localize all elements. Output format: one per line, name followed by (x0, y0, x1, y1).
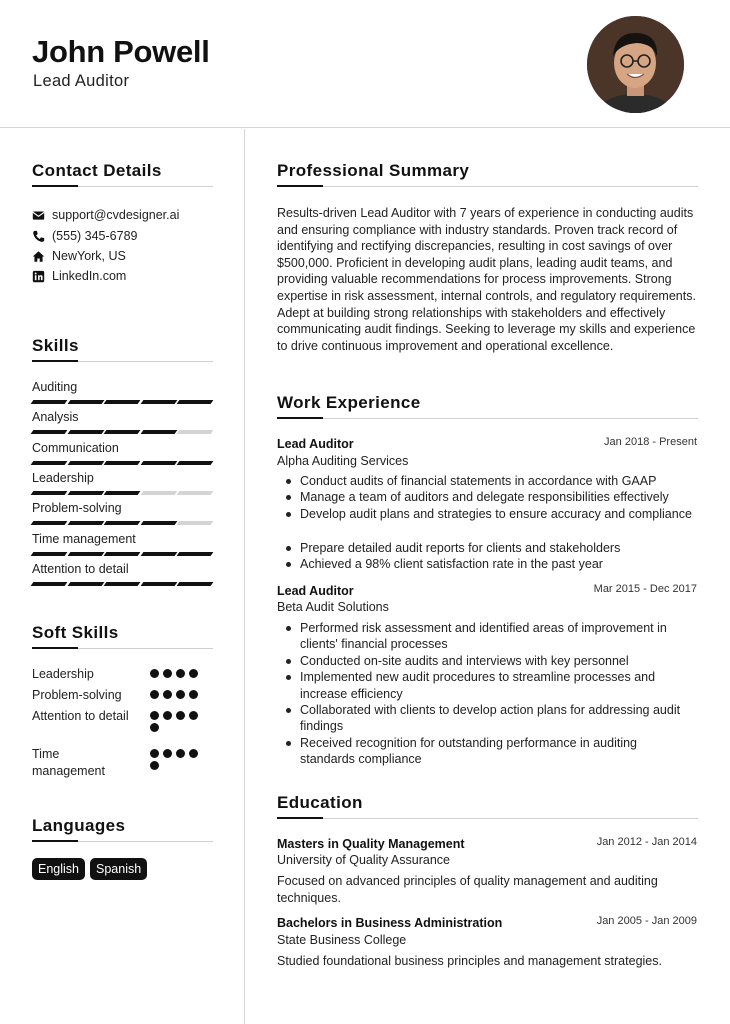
edu-degree: Masters in Quality Management (277, 837, 465, 851)
job-bullet: Achieved a 98% client satisfaction rate in the past year (300, 556, 700, 572)
job-role: Lead Auditor (277, 437, 354, 451)
soft-skill-name: Attention to detail (32, 709, 129, 723)
linkedin-icon (32, 270, 45, 283)
skill-name: Auditing (32, 380, 78, 394)
skill-level-segment (140, 400, 176, 404)
rating-dot (163, 669, 172, 678)
soft-skill-rating (150, 669, 200, 678)
contact-email[interactable] (32, 208, 179, 222)
job-bullet: Conduct audits of financial statements in accordance with GAAP (300, 473, 700, 489)
skill-level-segment (140, 582, 176, 586)
job-dates: Jan 2018 - Present (604, 436, 697, 448)
soft-skill-name: Leadership (32, 667, 94, 681)
rating-dot (189, 711, 198, 720)
edu-degree: Bachelors in Business Administration (277, 916, 503, 930)
skills-section-rule (32, 361, 213, 362)
contact-location (32, 249, 126, 263)
skill-level-segment (67, 400, 103, 404)
edu-dates: Jan 2005 - Jan 2009 (596, 915, 697, 927)
skill-level-segment (67, 430, 103, 434)
job-bullet: Collaborated with clients to develop action plans for addressing audit findings (300, 702, 690, 735)
home-icon (32, 250, 45, 263)
soft-skill-rating (150, 749, 200, 770)
job-role: Lead Auditor (277, 584, 354, 598)
skill-level-segment (31, 582, 67, 586)
candidate-title: Lead Auditor (33, 72, 130, 90)
skill-level-segment (67, 521, 103, 525)
job-dates: Mar 2015 - Dec 2017 (593, 583, 697, 595)
job-bullet: Develop audit plans and strategies to ensure accuracy and compliance (300, 506, 700, 522)
rating-dot (189, 669, 198, 678)
experience-section-title: Work Experience (277, 393, 421, 412)
soft-skills-section-rule (32, 648, 213, 649)
soft-skill-name: Problem-solving (32, 688, 122, 702)
edu-school: University of Quality Assurance (277, 853, 450, 867)
rating-dot (176, 711, 185, 720)
column-divider (244, 129, 245, 1024)
skill-level-segment (177, 582, 213, 586)
contact-phone-text: (555) 345-6789 (52, 229, 138, 243)
job-bullets (300, 620, 690, 768)
language-badge: Spanish (90, 858, 147, 880)
skill-level-segment (140, 491, 176, 495)
skill-level-segment (177, 461, 213, 465)
contact-section-rule (32, 186, 213, 187)
contact-linkedin[interactable] (32, 269, 126, 283)
skill-level-segment (67, 582, 103, 586)
skill-level-segment (67, 461, 103, 465)
skill-level-segment (104, 552, 140, 556)
skill-level-bar (32, 430, 212, 434)
candidate-name: John Powell (32, 34, 210, 69)
job-bullets (300, 540, 700, 573)
rating-dot (176, 749, 185, 758)
skills-section-title: Skills (32, 336, 79, 355)
edu-description: Focused on advanced principles of quality management and auditing techniques. (277, 874, 658, 905)
rating-dot (150, 749, 159, 758)
skill-level-segment (31, 491, 67, 495)
contact-linkedin-text: LinkedIn.com (52, 269, 127, 283)
rating-dot (176, 669, 185, 678)
skill-level-segment (177, 491, 213, 495)
experience-section-rule (277, 418, 698, 419)
skill-level-segment (140, 430, 176, 434)
summary-section-rule (277, 186, 698, 187)
skill-level-bar (32, 461, 212, 465)
skill-name: Analysis (32, 410, 79, 425)
skill-level-segment (177, 430, 213, 434)
skill-level-segment (31, 552, 67, 556)
soft-skill-name: Time management (32, 747, 105, 778)
edu-description: Studied foundational business principles and management strategies. (277, 954, 662, 968)
job-bullet: Conducted on-site audits and interviews with key personnel (300, 653, 690, 669)
job-bullet: Manage a team of auditors and delegate responsibilities effectively (300, 489, 700, 505)
summary-text: Results-driven Lead Auditor with 7 years of experience in conducting audits and ensuring compliance with industry standards. Proven track record of identifying and rectifying discrepancies, resulting in cost savings of over $500,000. Proficient in developing audit plans, leading audit teams, and providing valuable recommendations for process improvements. Strong expertise in risk assessment, internal controls, and regulatory requirements. Adept at building strong relationships with stakeholders and effectively communicating audit findings. Seeking to leverage my skills and experience to drive continuous improvement and operational excellence. (277, 206, 696, 353)
education-section-rule (277, 818, 698, 819)
resume-header (0, 0, 730, 128)
skill-level-segment (31, 521, 67, 525)
edu-school: State Business College (277, 933, 407, 947)
contact-location-text: NewYork, US (52, 249, 126, 263)
skill-level-bar (32, 400, 212, 404)
skill-name: Leadership (32, 470, 94, 485)
skill-level-segment (31, 430, 67, 434)
rating-dot (150, 690, 159, 699)
contact-section-title: Contact Details (32, 161, 162, 180)
skill-level-segment (140, 521, 176, 525)
rating-dot (150, 669, 159, 678)
skill-level-bar (32, 552, 212, 556)
job-bullet: Prepare detailed audit reports for clients and stakeholders (300, 540, 700, 556)
job-company: Alpha Auditing Services (277, 454, 409, 468)
job-company: Beta Audit Solutions (277, 600, 389, 614)
skill-level-segment (177, 552, 213, 556)
rating-dot (189, 749, 198, 758)
envelope-icon (32, 209, 45, 222)
skill-level-bar (32, 521, 212, 525)
skill-level-segment (104, 582, 140, 586)
skill-name: Attention to detail (32, 561, 129, 576)
skill-level-segment (140, 552, 176, 556)
skill-level-segment (104, 430, 140, 434)
skill-name: Problem-solving (32, 501, 122, 516)
rating-dot (163, 690, 172, 699)
skill-name: Communication (32, 440, 119, 455)
contact-email-text: support@cvdesigner.ai (52, 208, 180, 222)
skill-level-segment (140, 461, 176, 465)
education-section-title: Education (277, 793, 363, 812)
soft-skill-rating (150, 690, 200, 699)
skill-level-segment (67, 491, 103, 495)
phone-icon (32, 230, 45, 243)
skill-level-segment (104, 491, 140, 495)
rating-dot (150, 723, 159, 732)
skill-level-bar (32, 491, 212, 495)
edu-dates: Jan 2012 - Jan 2014 (596, 836, 697, 848)
skill-level-segment (67, 552, 103, 556)
languages-section-rule (32, 841, 213, 842)
soft-skills-section-title: Soft Skills (32, 623, 119, 642)
languages-section-title: Languages (32, 816, 126, 835)
summary-section-title: Professional Summary (277, 161, 470, 180)
skill-level-segment (104, 461, 140, 465)
skill-level-segment (177, 400, 213, 404)
skill-level-segment (177, 521, 213, 525)
job-bullets (300, 473, 700, 522)
rating-dot (150, 711, 159, 720)
rating-dot (176, 690, 185, 699)
skill-level-segment (31, 400, 67, 404)
skill-level-bar (32, 582, 212, 586)
skill-name: Time management (32, 531, 136, 546)
rating-dot (163, 749, 172, 758)
rating-dot (189, 690, 198, 699)
profile-photo (587, 16, 684, 113)
language-badge: English (32, 858, 85, 880)
rating-dot (163, 711, 172, 720)
job-bullet: Performed risk assessment and identified areas of improvement in clients' financial processes (300, 620, 690, 653)
skill-level-segment (104, 521, 140, 525)
skill-level-segment (31, 461, 67, 465)
job-bullet: Received recognition for outstanding performance in auditing standards compliance (300, 735, 690, 768)
job-bullet: Implemented new audit procedures to streamline processes and increase efficiency (300, 669, 690, 702)
contact-phone[interactable] (32, 229, 137, 243)
soft-skill-rating (150, 711, 200, 732)
skill-level-segment (104, 400, 140, 404)
rating-dot (150, 761, 159, 770)
